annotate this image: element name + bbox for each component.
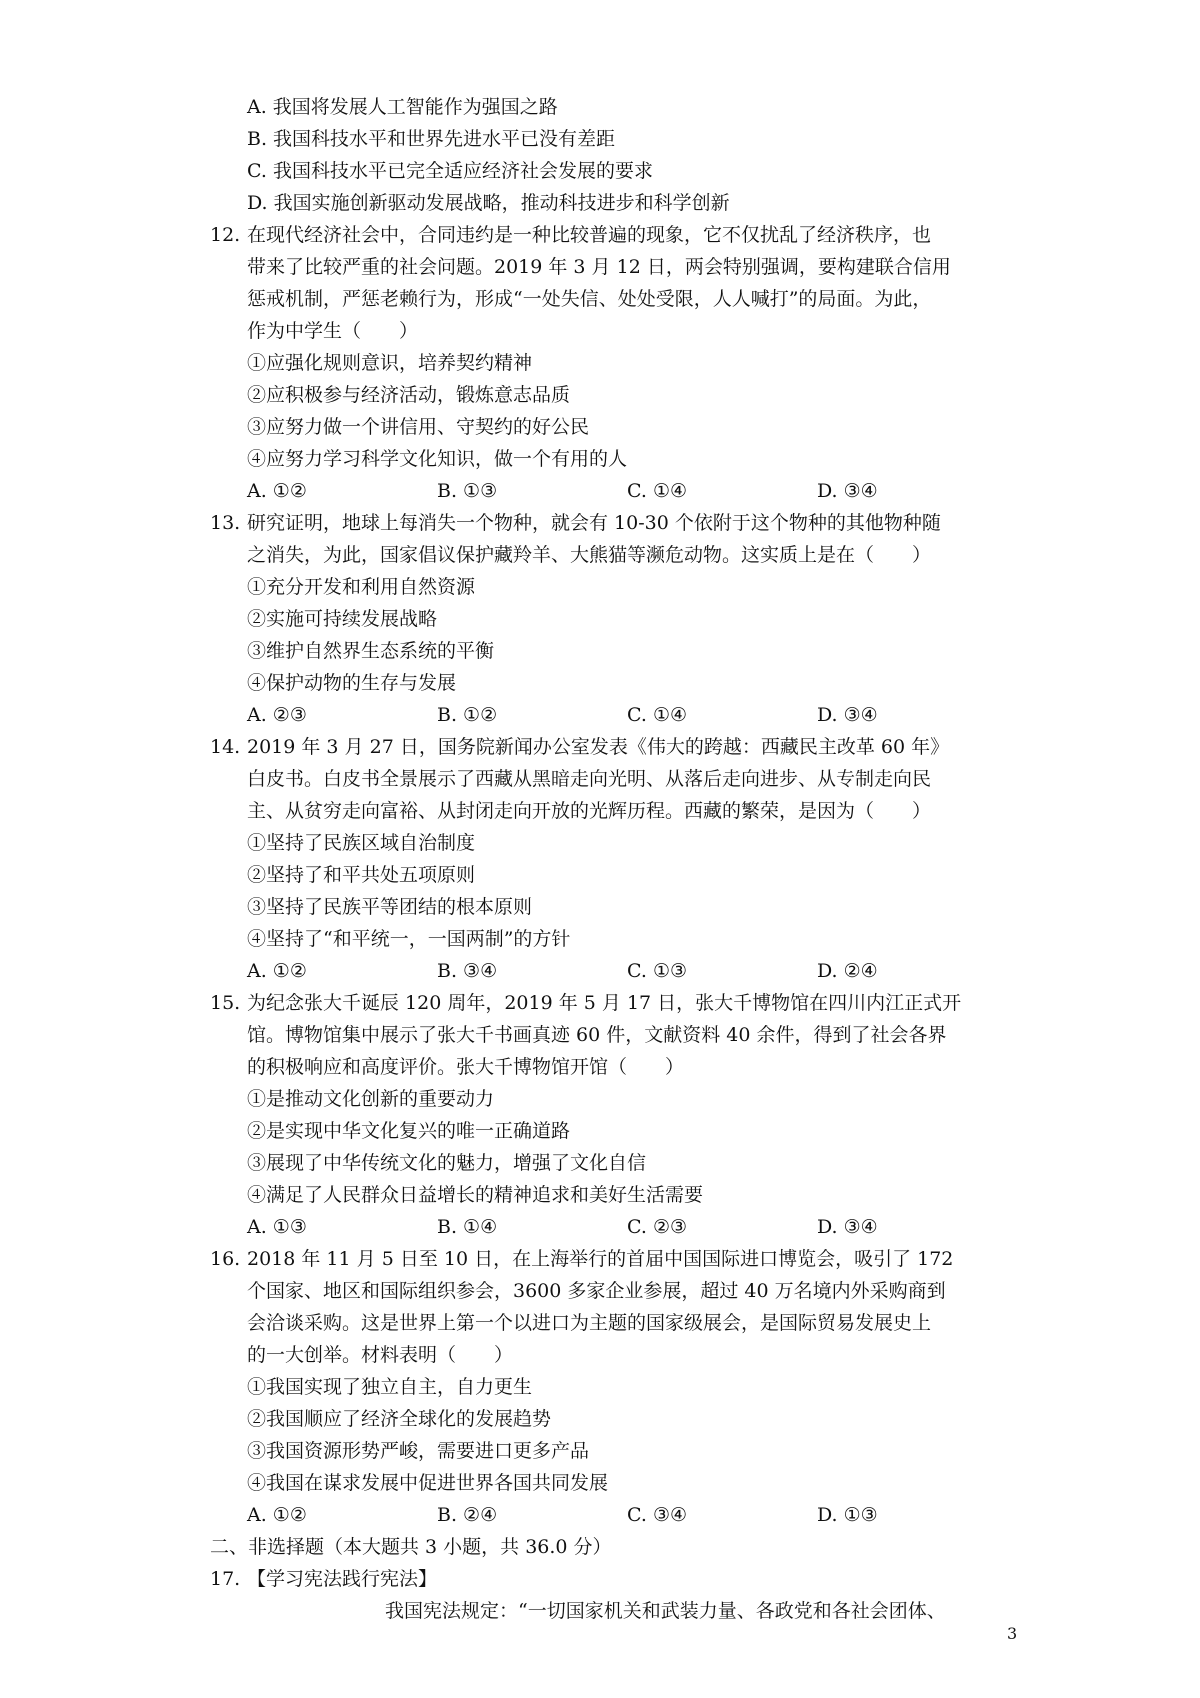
- q12-number: 12.: [210, 224, 241, 246]
- q16-number: 16.: [210, 1248, 241, 1270]
- q17-title: 【学习宪法践行宪法】: [247, 1568, 438, 1590]
- q15-choices: [247, 1213, 947, 1241]
- q13-item: ①充分开发和利用自然资源: [247, 576, 476, 598]
- q13-item: ③维护自然界生态系统的平衡: [247, 640, 495, 662]
- q15-item: ④满足了人民群众日益增长的精神追求和美好生活需要: [247, 1184, 704, 1206]
- q13-item: ②实施可持续发展战略: [247, 608, 438, 630]
- q16-item: ①我国实现了独立自主，自力更生: [247, 1376, 533, 1398]
- q11-option-c: C. 我国科技水平已完全适应经济社会发展的要求: [247, 160, 653, 182]
- q15-choice-b: B. ①④: [437, 1216, 498, 1238]
- q12-item: ③应努力做一个讲信用、守契约的好公民: [247, 416, 590, 438]
- q12-stem-line: 惩戒机制，严惩老赖行为，形成“一处失信、处处受限，人人喊打”的局面。为此，: [247, 288, 932, 310]
- q15-choice-a: A. ①③: [247, 1216, 307, 1238]
- q12-choice-d: D. ③④: [817, 480, 878, 502]
- q14-choice-a: A. ①②: [247, 960, 307, 982]
- q12-item: ①应强化规则意识，培养契约精神: [247, 352, 533, 374]
- q12-choice-a: A. ①②: [247, 480, 307, 502]
- q16-stem-line: 2018 年 11 月 5 日至 10 日，在上海举行的首届中国国际进口博览会，吸引了 172: [247, 1248, 954, 1270]
- q12-choices: [247, 477, 947, 505]
- page-number: 3: [1007, 1624, 1018, 1643]
- q15-stem-line: 馆。博物馆集中展示了张大千书画真迹 60 件，文献资料 40 余件，得到了社会各界: [247, 1024, 947, 1046]
- q15-number: 15.: [210, 992, 241, 1014]
- q16-choice-a: A. ①②: [247, 1504, 307, 1526]
- q15-stem-line: 为纪念张大千诞辰 120 周年，2019 年 5 月 17 日，张大千博物馆在四川内江正式开: [247, 992, 962, 1014]
- q13-choice-d: D. ③④: [817, 704, 878, 726]
- q15-item: ②是实现中华文化复兴的唯一正确道路: [247, 1120, 571, 1142]
- q12-stem-line: 带来了比较严重的社会问题。2019 年 3 月 12 日，两会特别强调，要构建联合信用: [247, 256, 951, 278]
- q14-stem-line: 2019 年 3 月 27 日，国务院新闻办公室发表《伟大的跨越：西藏民主改革 60 年》: [247, 736, 950, 758]
- q16-choice-b: B. ②④: [437, 1504, 498, 1526]
- q12-choice-c: C. ①④: [627, 480, 688, 502]
- q16-item: ③我国资源形势严峻，需要进口更多产品: [247, 1440, 590, 1462]
- q16-choice-c: C. ③④: [627, 1504, 688, 1526]
- q11-option-d: D. 我国实施创新驱动发展战略，推动科技进步和科学创新: [247, 192, 730, 214]
- q13-number: 13.: [210, 512, 241, 534]
- q13-stem-line: 研究证明，地球上每消失一个物种，就会有 10-30 个依附于这个物种的其他物种随: [247, 512, 941, 534]
- q12-item: ②应积极参与经济活动，锻炼意志品质: [247, 384, 571, 406]
- q16-stem-line: 会洽谈采购。这是世界上第一个以进口为主题的国家级展会，是国际贸易发展史上: [247, 1312, 932, 1334]
- q12-choice-b: B. ①③: [437, 480, 498, 502]
- q11-option-b: B. 我国科技水平和世界先进水平已没有差距: [247, 128, 616, 150]
- q12-stem-line: 作为中学生（ ）: [247, 320, 419, 342]
- q15-stem-line: 的积极响应和高度评价。张大千博物馆开馆（ ）: [247, 1056, 685, 1078]
- q12-stem-line: 在现代经济社会中，合同违约是一种比较普遍的现象，它不仅扰乱了经济秩序，也: [247, 224, 932, 246]
- q13-choice-a: A. ②③: [247, 704, 307, 726]
- q13-stem-line: 之消失，为此，国家倡议保护藏羚羊、大熊猫等濒危动物。这实质上是在（ ）: [247, 544, 932, 566]
- section-heading: 二、非选择题（本大题共 3 小题，共 36.0 分）: [210, 1536, 612, 1558]
- q15-item: ①是推动文化创新的重要动力: [247, 1088, 495, 1110]
- q16-item: ②我国顺应了经济全球化的发展趋势: [247, 1408, 552, 1430]
- q13-choice-c: C. ①④: [627, 704, 688, 726]
- q14-stem-line: 主、从贫穷走向富裕、从封闭走向开放的光辉历程。西藏的繁荣，是因为（ ）: [247, 800, 932, 822]
- q16-choice-d: D. ①③: [817, 1504, 878, 1526]
- q13-choice-b: B. ①②: [437, 704, 498, 726]
- q14-stem-line: 白皮书。白皮书全景展示了西藏从黑暗走向光明、从落后走向进步、从专制走向民: [247, 768, 932, 790]
- q16-choices: [247, 1501, 947, 1529]
- q14-item: ④坚持了“和平统一，一国两制”的方针: [247, 928, 571, 950]
- q13-choices: [247, 701, 947, 729]
- q14-item: ①坚持了民族区域自治制度: [247, 832, 476, 854]
- q14-choice-b: B. ③④: [437, 960, 498, 982]
- q14-number: 14.: [210, 736, 241, 758]
- q15-item: ③展现了中华传统文化的魅力，增强了文化自信: [247, 1152, 647, 1174]
- q15-choice-c: C. ②③: [627, 1216, 688, 1238]
- q13-item: ④保护动物的生存与发展: [247, 672, 457, 694]
- q17-number: 17.: [210, 1568, 241, 1590]
- q16-stem-line: 个国家、地区和国际组织参会，3600 多家企业参展，超过 40 万名境内外采购商到: [247, 1280, 946, 1302]
- q12-item: ④应努力学习科学文化知识，做一个有用的人: [247, 448, 628, 470]
- q14-item: ②坚持了和平共处五项原则: [247, 864, 476, 886]
- q14-choice-c: C. ①③: [627, 960, 688, 982]
- q14-item: ③坚持了民族平等团结的根本原则: [247, 896, 533, 918]
- q14-choice-d: D. ②④: [817, 960, 878, 982]
- q14-choices: [247, 957, 947, 985]
- q16-stem-line: 的一大创举。材料表明（ ）: [247, 1344, 514, 1366]
- q16-item: ④我国在谋求发展中促进世界各国共同发展: [247, 1472, 609, 1494]
- q17-text: 我国宪法规定：“一切国家机关和武装力量、各政党和各社会团体、: [385, 1600, 946, 1622]
- q11-option-a: A. 我国将发展人工智能作为强国之路: [247, 96, 558, 118]
- q15-choice-d: D. ③④: [817, 1216, 878, 1238]
